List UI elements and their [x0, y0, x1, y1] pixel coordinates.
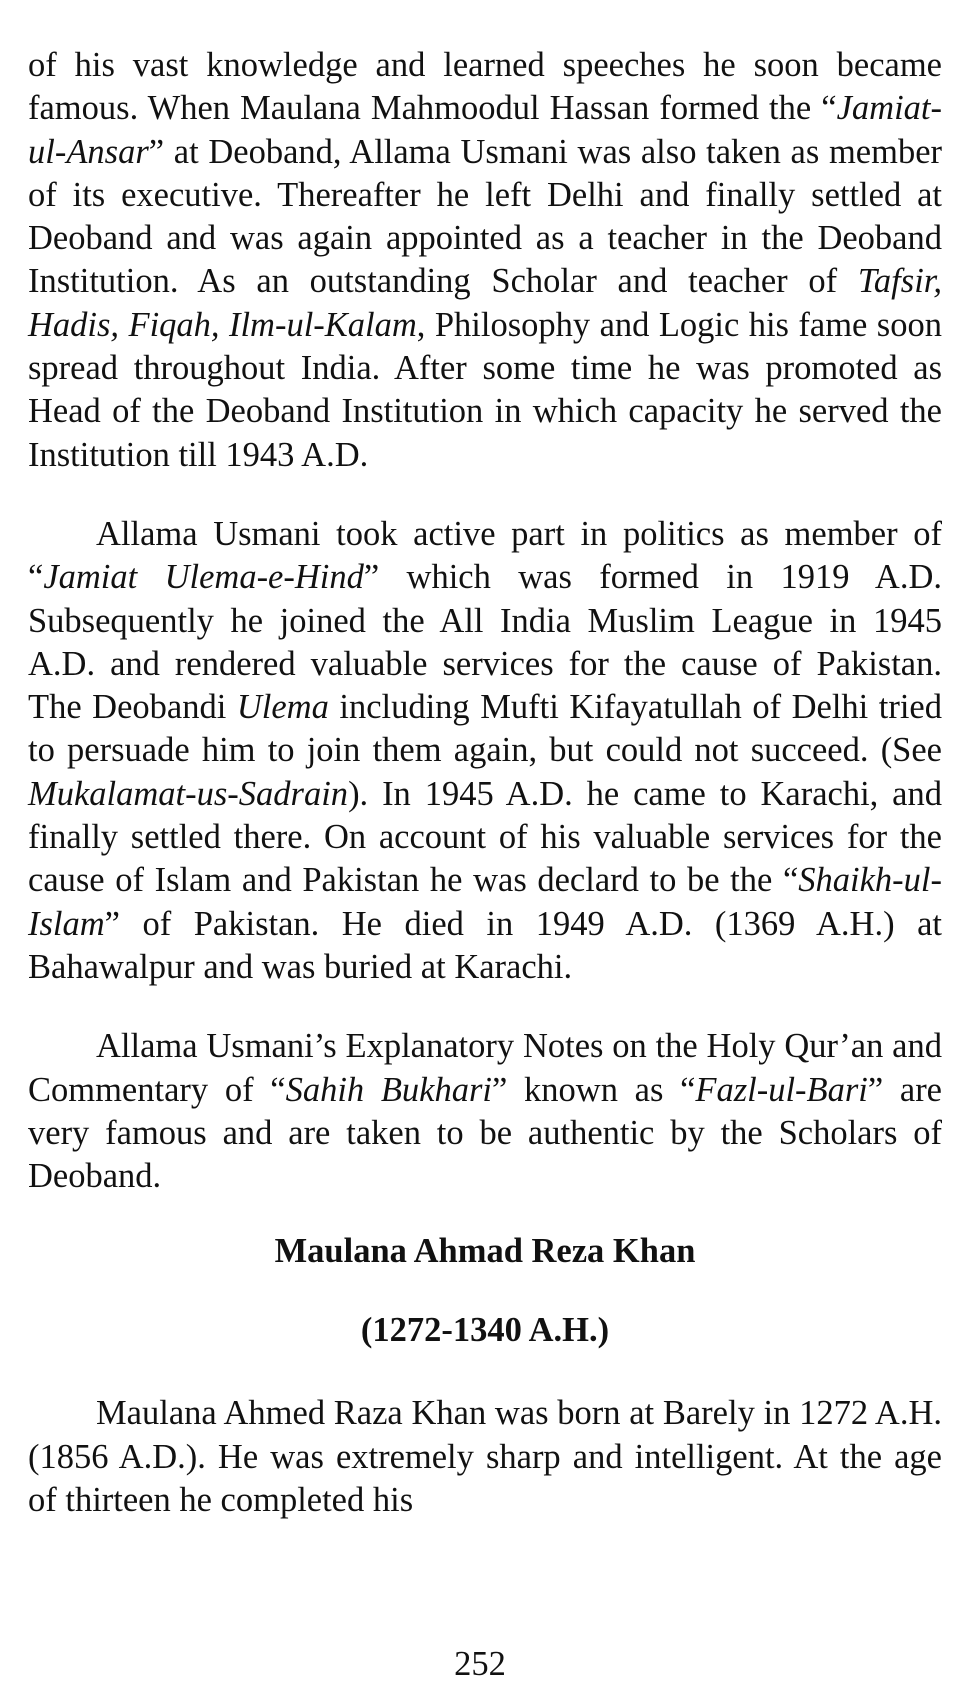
italic-term: Ulema [236, 688, 329, 727]
text-run: including Mufti Kifayatullah of Delhi tried to persuade him to join them again, but could not succeed. (See [28, 688, 942, 770]
paragraph-usmani-works [28, 1025, 942, 1198]
italic-term: Jamiat-ul-Ansar [28, 89, 942, 171]
text-run: ” are very famous and are taken to be authentic by the Scholars of Deoband. [28, 1070, 942, 1196]
section-heading: Maulana Ahmad Reza Khan [274, 1232, 696, 1271]
paragraph-raza-khan-intro [28, 1392, 942, 1522]
text-run: ” known as “ [492, 1070, 696, 1109]
text-run: Allama Usmani took active part in politics as member of “ [28, 514, 942, 597]
page-content [28, 44, 942, 1522]
text-run: Maulana Ahmed Raza Khan was born at Barely in 1272 A.H. (1856 A.D.). He was extremely sharp and intelligent. At the age of thirteen he completed his [28, 1394, 942, 1520]
text-run: , Philosophy and Logic his fame soon spread throughout India. After some time he was promoted as Head of the Deoband Institution in which capacity he served the Institution till 1943 A.D. [28, 305, 942, 474]
text-run: ” of Pakistan. He died in 1949 A.D. (1369 A.H.) at Bahawalpur and was buried at Karachi. [28, 904, 942, 986]
italic-term: Tafsir, Hadis, Fiqah, Ilm-ul-Kalam [28, 262, 942, 344]
paragraph-usmani-career [28, 44, 942, 477]
page-number: 252 [454, 1645, 506, 1683]
text-run: Allama Usmani’s Explanatory Notes on the Holy Qur’an and Commentary of “ [28, 1027, 942, 1109]
italic-term: Sahih Bukhari [285, 1070, 493, 1109]
text-run: ” which was formed in 1919 A.D. Subsequently he joined the All India Muslim League in 1945 A.D. and rendered valuable services for the cause of Pakistan. The Deobandi [28, 558, 943, 727]
italic-term: Mukalamat-us-Sadrain [28, 774, 349, 813]
text-run: ). In 1945 A.D. he came to Karachi, and finally settled there. On account of his valuable services for the cause of Islam and Pakistan he was declard to be the “ [28, 774, 942, 900]
text-run: of his vast knowledge and learned speeches he soon became famous. When Maulana Mahmoodul Hassan formed the “ [28, 46, 942, 128]
paragraph-usmani-politics [28, 513, 942, 989]
italic-term: Shaikh-ul-Islam [28, 861, 942, 943]
text-run: ” at Deoband, Allama Usmani was also taken as member of its executive. Thereafter he left Delhi and finally settled at Deoband and was again appointed as a teacher in the Deoband Institution. As an outstanding Scholar and teacher of [28, 132, 942, 301]
section-dates: (1272-1340 A.H.) [360, 1311, 610, 1350]
italic-term: Jamiat Ulema-e-Hind [43, 558, 364, 597]
italic-term: Fazl-ul-Bari [695, 1070, 868, 1109]
